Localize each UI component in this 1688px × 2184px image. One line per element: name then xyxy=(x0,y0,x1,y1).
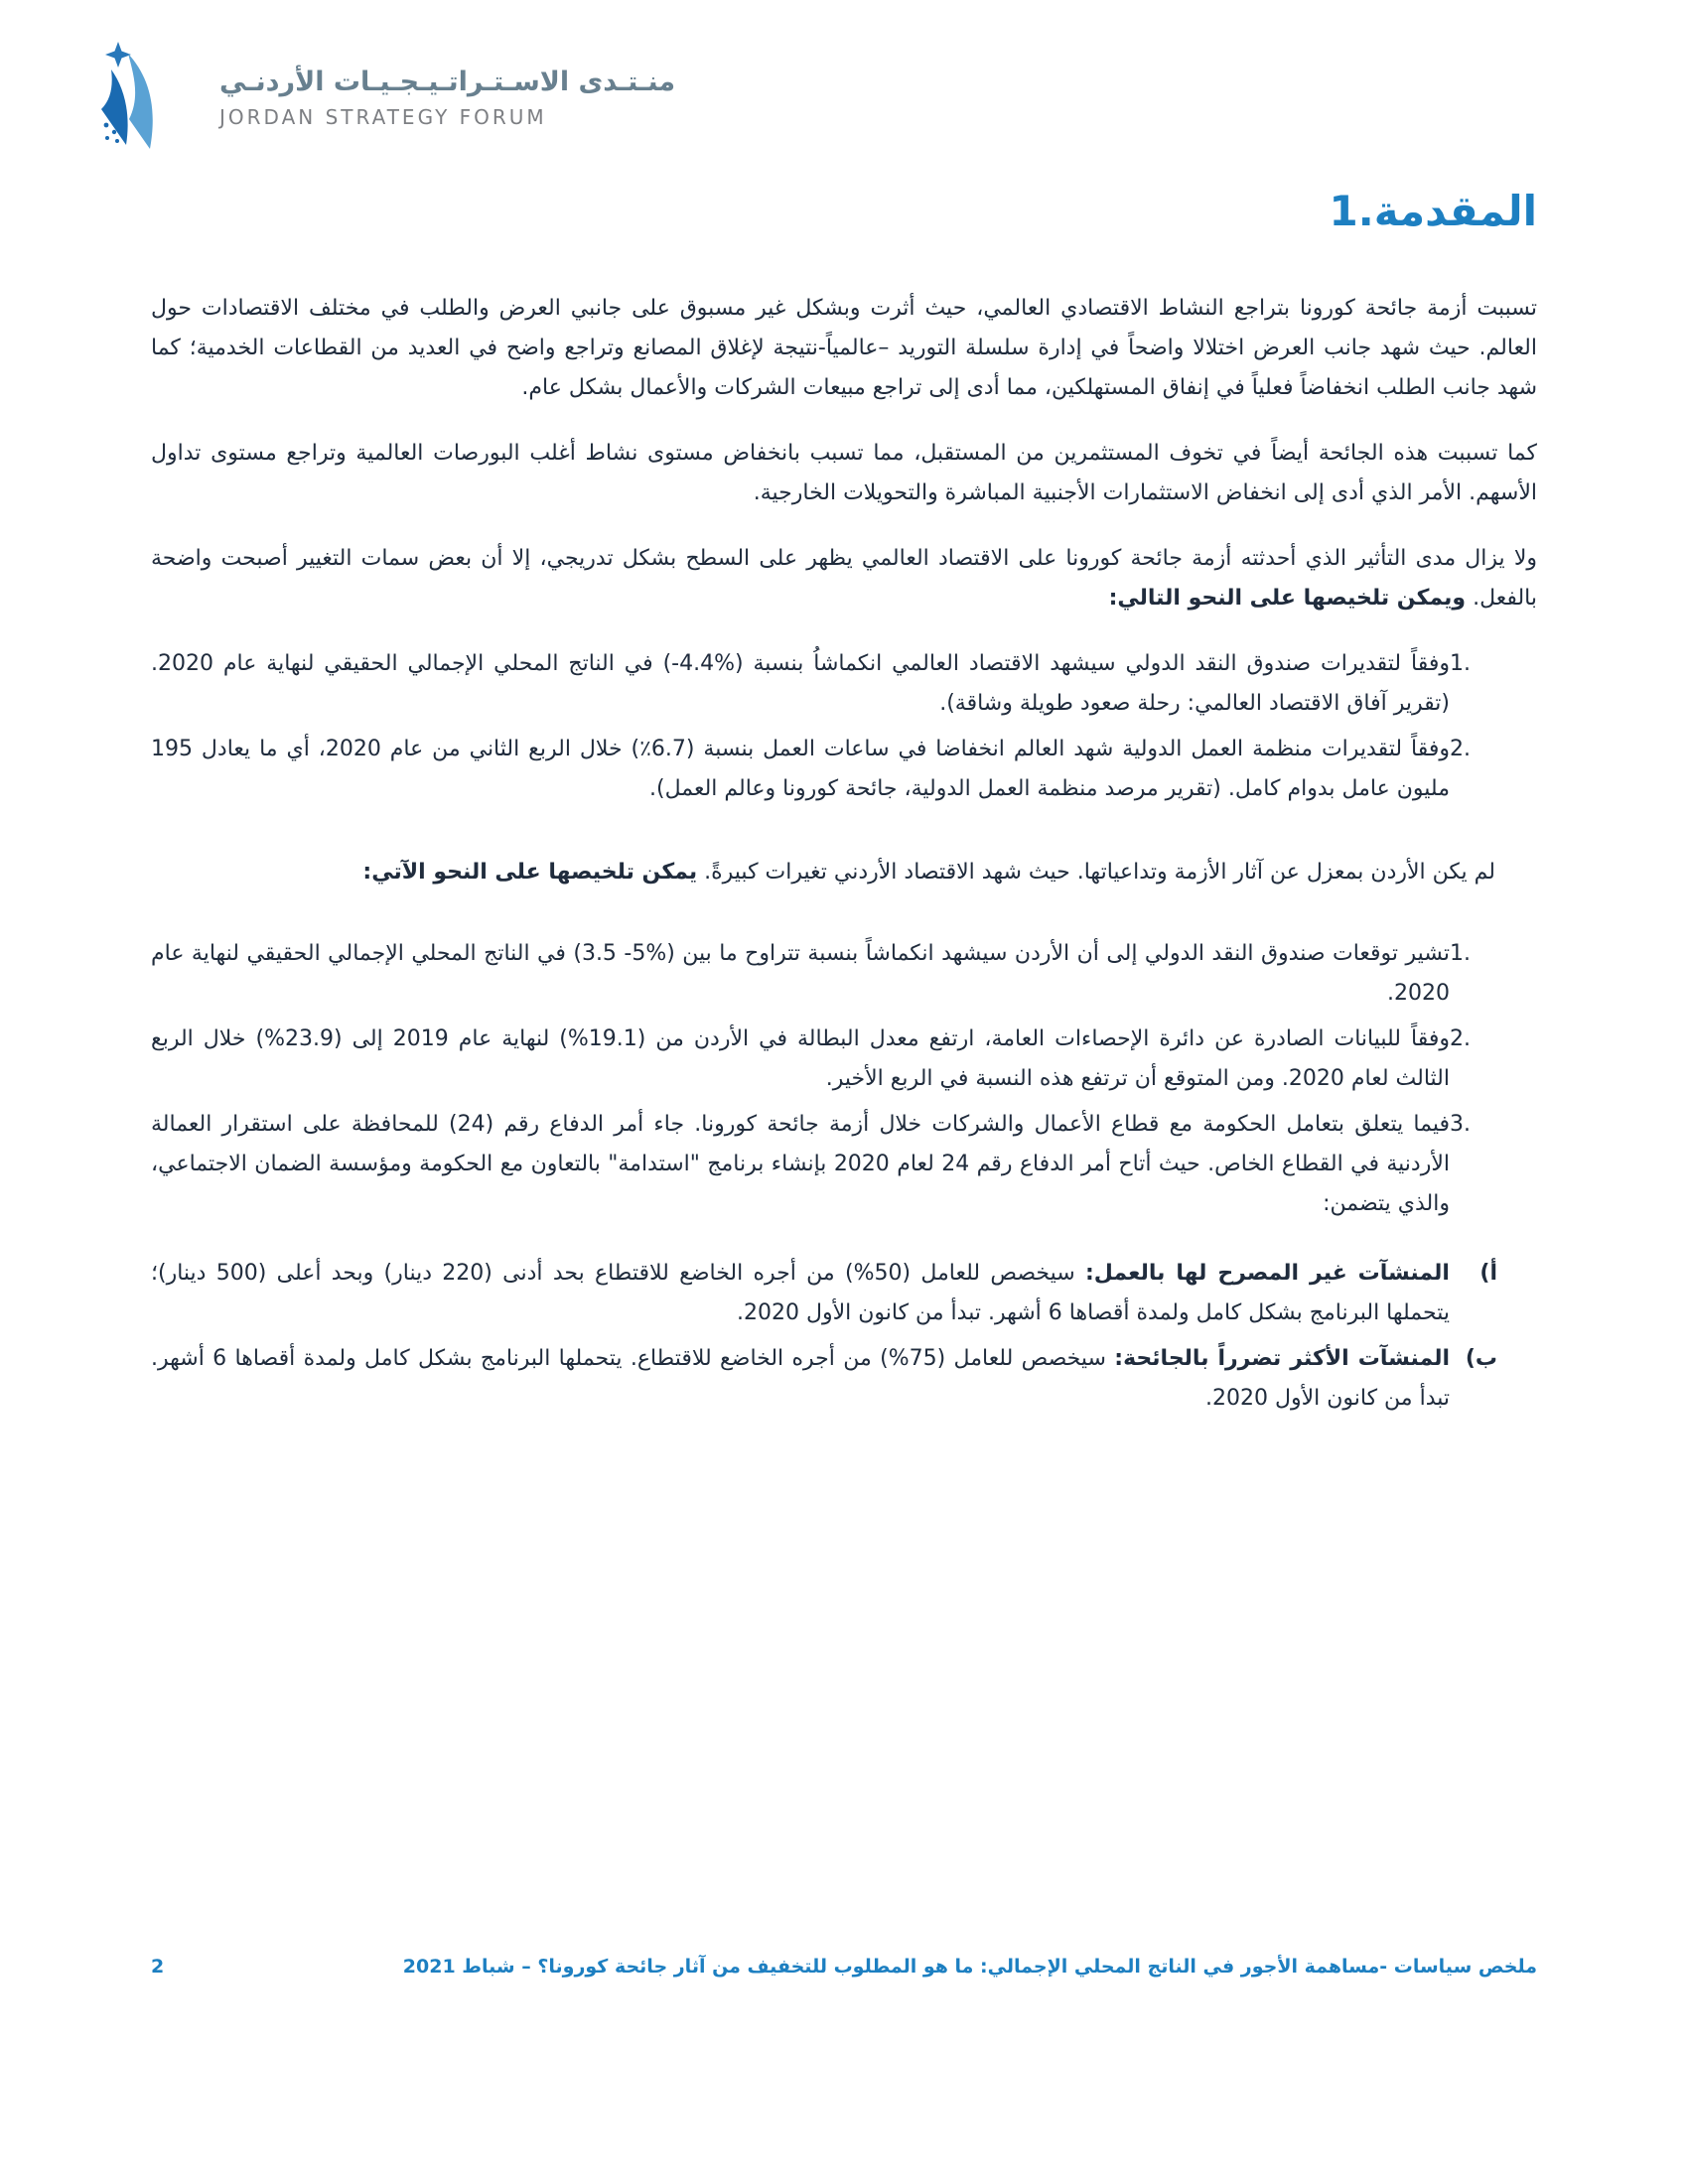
list-marker: 1. xyxy=(1450,651,1471,676)
intro-paragraph-3-text: ولا يزال مدى التأثير الذي أحدثته أزمة جائحة كورونا على الاقتصاد العالمي يظهر على السطح بشكل تدريجي، إلا أن بعض سمات التغيير أصبحت واضحة بالفعل. xyxy=(151,546,1537,611)
list-text xyxy=(151,1254,1450,1333)
global-effects-list xyxy=(151,644,1537,809)
list-text-body: سيخصص للعامل (50%) من أجره الخاضع للاقتطاع بحد أدنى (220 دينار) وبحد أعلى (500 دينار)؛ يتحملها البرنامج بشكل كامل ولمدة أقصاها 6 أشهر. تبدأ من كانون الأول 2020. xyxy=(151,1261,1450,1325)
document-body xyxy=(151,187,1537,1448)
jordan-lead-paragraph xyxy=(151,853,1537,892)
list-text: فيما يتعلق بتعامل الحكومة مع قطاع الأعمال والشركات خلال أزمة جائحة كورونا. جاء أمر الدفاع رقم (24) للمحافظة على استقرار العمالة الأردنية في القطاع الخاص. حيث أتاح أمر الدفاع رقم 24 لعام 2020 بإنشاء برنامج "استدامة" بالتعاون مع الحكومة ومؤسسة الضمان الاجتماعي، والذي يتضمن: xyxy=(151,1112,1451,1216)
footer-title-text: ملخص سياسات -مساهمة الأجور في الناتج المحلي الإجمالي: ما هو المطلوب للتخفيف من آثار جائحة كورونا؟ – شباط 2021 xyxy=(402,1956,1537,1978)
list-marker: 2. xyxy=(1450,1026,1471,1051)
list-marker: 2. xyxy=(1450,737,1471,761)
list-marker: أ) xyxy=(1479,1261,1497,1286)
intro-paragraph-3-bold: ويمكن تلخيصها على النحو التالي: xyxy=(1108,586,1467,611)
jordan-lead-bold: يمكن تلخيصها على النحو الآتي: xyxy=(362,860,698,885)
intro-paragraph-1: تسببت أزمة جائحة كورونا بتراجع النشاط الاقتصادي العالمي، حيث أثرت وبشكل غير مسبوق على جانبي العرض والطلب في مختلف الاقتصادات حول العالم. حيث شهد جانب العرض اختلالا واضحاً في إدارة سلسلة التوريد –عالمياً-نتيجة لإغلاق المصانع وتراجع واضح في العديد من القطاعات الخدمية؛ كما شهد جانب الطلب انخفاضاً فعلياً في إنفاق المستهلكين، مما أدى إلى تراجع مبيعات الشركات والأعمال بشكل عام. xyxy=(151,296,1537,400)
list-marker: 1. xyxy=(1450,941,1471,966)
logo-text-block xyxy=(219,67,675,129)
logo-english-name: JORDAN STRATEGY FORUM xyxy=(219,104,547,129)
jsf-logo xyxy=(84,42,675,153)
jsf-logo-icon xyxy=(84,42,204,153)
istidama-programs-list xyxy=(151,1254,1537,1419)
list-item xyxy=(151,730,1497,809)
jordan-effects-list xyxy=(151,934,1537,1224)
list-marker: 3. xyxy=(1450,1112,1471,1137)
list-marker: ب) xyxy=(1465,1346,1497,1371)
list-text xyxy=(151,1339,1450,1419)
jordan-lead-text: لم يكن الأردن بمعزل عن آثار الأزمة وتداعياتها. حيث شهد الاقتصاد الأردني تغيرات كبيرةً. xyxy=(697,860,1495,885)
list-text-bold-label: المنشآت الأكثر تضرراً بالجائحة: xyxy=(1114,1346,1450,1371)
logo-arabic-name: منـتـدى الاسـتـراتـيـجـيـات الأردنـي xyxy=(219,66,676,97)
list-item xyxy=(151,1254,1497,1333)
list-text-body: سيخصص للعامل (75%) من أجره الخاضع للاقتطاع. يتحملها البرنامج بشكل كامل ولمدة أقصاها 6 أشهر. تبدأ من كانون الأول 2020. xyxy=(151,1346,1450,1411)
list-text: وفقاً للبيانات الصادرة عن دائرة الإحصاءات العامة، ارتفع معدل البطالة في الأردن من (19.1%) لنهاية عام 2019 إلى (23.9%) خلال الربع الثالث لعام 2020. ومن المتوقع أن ترتفع هذه النسبة في الربع الأخير. xyxy=(151,1026,1450,1091)
intro-paragraph-2: كما تسببت هذه الجائحة أيضاً في تخوف المستثمرين من المستقبل، مما تسبب بانخفاض مستوى نشاط أغلب البورصات العالمية وتراجع مستوى تداول الأسهم. الأمر الذي أدى إلى انخفاض الاستثمارات الأجنبية المباشرة والتحويلات الخارجية. xyxy=(151,441,1537,505)
list-item xyxy=(151,1020,1497,1099)
page-title: 1.المقدمة xyxy=(1329,187,1537,235)
list-text: وفقاً لتقديرات منظمة العمل الدولية شهد العالم انخفاضا في ساعات العمل بنسبة (6.7٪) خلال الربع الثاني من عام 2020، أي ما يعادل 195 مليون عامل بدوام كامل. (تقرير مرصد منظمة العمل الدولية، جائحة كورونا وعالم العمل). xyxy=(151,737,1450,801)
page-number: 2 xyxy=(151,1956,165,1978)
list-text: وفقاً لتقديرات صندوق النقد الدولي سيشهد الاقتصاد العالمي انكماشاُ بنسبة ⁦(-4.4%)⁩ في الناتج المحلي الإجمالي الحقيقي لنهاية عام 2020. (تقرير آفاق الاقتصاد العالمي: رحلة صعود طويلة وشاقة). xyxy=(151,651,1450,716)
list-item xyxy=(151,1105,1497,1224)
list-text: تشير توقعات صندوق النقد الدولي إلى أن الأردن سيشهد انكماشاً بنسبة تتراوح ما بين ⁦(3.5 -5%)⁩ في الناتج المحلي الإجمالي الحقيقي لنهاية عام 2020. xyxy=(151,941,1451,1006)
list-item xyxy=(151,1339,1497,1419)
list-text-bold-label: المنشآت غير المصرح لها بالعمل: xyxy=(1084,1261,1450,1286)
page-footer xyxy=(151,1956,1537,1978)
list-item xyxy=(151,934,1497,1014)
intro-paragraph-3 xyxy=(151,539,1537,618)
list-item xyxy=(151,644,1497,724)
